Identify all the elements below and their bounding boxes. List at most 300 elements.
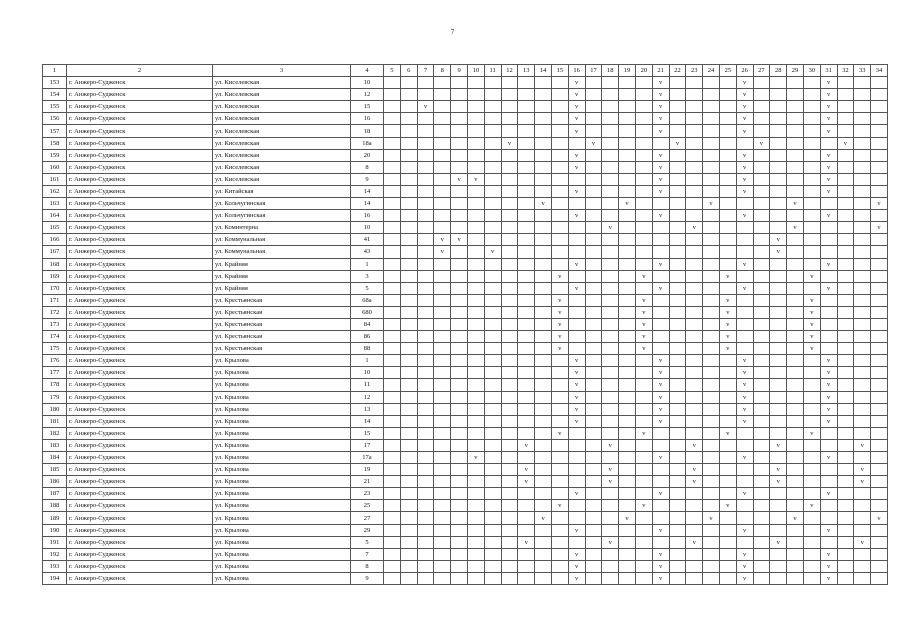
mark-cell [602, 161, 619, 173]
mark-cell [484, 548, 501, 560]
mark-cell [619, 258, 636, 270]
mark-cell [535, 343, 552, 355]
mark-cell [484, 185, 501, 197]
mark-cell [703, 488, 720, 500]
mark-cell [770, 306, 787, 318]
house-number-cell: 10 [351, 222, 384, 234]
house-number-cell: 12 [351, 89, 384, 101]
mark-cell [719, 101, 736, 113]
mark-cell [719, 161, 736, 173]
table-row [43, 524, 888, 536]
house-number-cell: 43 [351, 246, 384, 258]
mark-cell: v [736, 415, 753, 427]
table-row [43, 488, 888, 500]
mark-cell [484, 306, 501, 318]
mark-cell [787, 355, 804, 367]
mark-cell [719, 210, 736, 222]
mark-cell: v [652, 185, 669, 197]
mark-cell [635, 536, 652, 548]
table-row [43, 476, 888, 488]
mark-cell [417, 391, 434, 403]
mark-cell: v [820, 258, 837, 270]
mark-cell [669, 403, 686, 415]
mark-cell [669, 439, 686, 451]
house-number-cell: 1 [351, 355, 384, 367]
mark-cell [501, 222, 518, 234]
mark-cell [518, 512, 535, 524]
mark-cell [652, 476, 669, 488]
mark-cell [384, 488, 401, 500]
mark-cell [635, 210, 652, 222]
mark-cell [736, 500, 753, 512]
mark-cell: v [551, 306, 568, 318]
mark-cell [871, 282, 888, 294]
mark-cell [652, 439, 669, 451]
mark-cell [803, 101, 820, 113]
mark-cell [787, 185, 804, 197]
mark-cell: v [719, 318, 736, 330]
mark-cell [434, 367, 451, 379]
mark-cell [417, 270, 434, 282]
mark-cell: v [686, 476, 703, 488]
mark-cell [501, 234, 518, 246]
table-row [43, 355, 888, 367]
street-cell: ул. Крылова [213, 488, 351, 500]
mark-cell [803, 415, 820, 427]
mark-cell [518, 270, 535, 282]
mark-cell [535, 149, 552, 161]
mark-cell [837, 113, 854, 125]
mark-cell [669, 355, 686, 367]
mark-cell: v [719, 427, 736, 439]
mark-cell [803, 391, 820, 403]
table-row [43, 125, 888, 137]
mark-cell [451, 282, 468, 294]
mark-cell [551, 367, 568, 379]
mark-cell [635, 415, 652, 427]
mark-cell [686, 306, 703, 318]
mark-cell [619, 125, 636, 137]
mark-cell [434, 343, 451, 355]
mark-cell [501, 572, 518, 584]
mark-cell [619, 185, 636, 197]
mark-cell [551, 89, 568, 101]
mark-cell: v [635, 343, 652, 355]
mark-cell [803, 173, 820, 185]
mark-cell [501, 149, 518, 161]
mark-cell [400, 452, 417, 464]
mark-cell: v [602, 439, 619, 451]
mark-cell [484, 210, 501, 222]
row-number-cell: 190 [43, 524, 67, 536]
mark-cell [467, 439, 484, 451]
mark-cell: v [652, 560, 669, 572]
mark-cell: v [787, 512, 804, 524]
mark-cell [669, 185, 686, 197]
mark-cell [467, 137, 484, 149]
table-row [43, 415, 888, 427]
mark-cell [384, 113, 401, 125]
mark-cell [501, 185, 518, 197]
mark-cell [518, 101, 535, 113]
mark-cell [787, 318, 804, 330]
mark-cell [753, 500, 770, 512]
mark-cell [417, 161, 434, 173]
mark-cell: v [787, 198, 804, 210]
mark-cell [770, 512, 787, 524]
mark-cell [400, 306, 417, 318]
mark-cell [871, 294, 888, 306]
mark-cell [635, 367, 652, 379]
mark-cell [787, 125, 804, 137]
mark-cell [585, 113, 602, 125]
column-header: 15 [551, 65, 568, 77]
mark-cell [434, 161, 451, 173]
mark-cell: v [417, 101, 434, 113]
mark-cell [585, 149, 602, 161]
mark-cell [417, 246, 434, 258]
column-header: 5 [384, 65, 401, 77]
mark-cell [535, 548, 552, 560]
mark-cell [467, 270, 484, 282]
mark-cell: v [736, 173, 753, 185]
mark-cell [871, 343, 888, 355]
mark-cell [686, 198, 703, 210]
mark-cell [787, 343, 804, 355]
mark-cell [535, 89, 552, 101]
mark-cell: v [568, 210, 585, 222]
mark-cell [787, 452, 804, 464]
mark-cell [669, 282, 686, 294]
mark-cell [434, 125, 451, 137]
mark-cell: v [820, 355, 837, 367]
row-number-cell: 153 [43, 77, 67, 89]
mark-cell [602, 149, 619, 161]
mark-cell: v [719, 343, 736, 355]
mark-cell [719, 113, 736, 125]
mark-cell [619, 476, 636, 488]
mark-cell [384, 355, 401, 367]
mark-cell [467, 367, 484, 379]
mark-cell [703, 560, 720, 572]
mark-cell [803, 258, 820, 270]
row-number-cell: 193 [43, 560, 67, 572]
mark-cell [820, 536, 837, 548]
mark-cell [635, 476, 652, 488]
mark-cell [417, 403, 434, 415]
mark-cell [803, 476, 820, 488]
city-cell: г. Анжеро-Судженск [67, 149, 213, 161]
mark-cell [854, 452, 871, 464]
mark-cell [837, 379, 854, 391]
mark-cell [585, 161, 602, 173]
mark-cell [854, 512, 871, 524]
mark-cell [652, 464, 669, 476]
mark-cell [585, 331, 602, 343]
mark-cell [753, 331, 770, 343]
table-row [43, 331, 888, 343]
mark-cell [820, 500, 837, 512]
mark-cell [501, 125, 518, 137]
mark-cell [518, 210, 535, 222]
mark-cell [451, 512, 468, 524]
mark-cell [753, 198, 770, 210]
mark-cell: v [854, 439, 871, 451]
mark-cell [417, 294, 434, 306]
mark-cell [400, 476, 417, 488]
mark-cell [417, 89, 434, 101]
mark-cell [602, 379, 619, 391]
mark-cell [551, 439, 568, 451]
mark-cell [501, 294, 518, 306]
mark-cell [434, 270, 451, 282]
mark-cell [585, 294, 602, 306]
mark-cell [568, 476, 585, 488]
mark-cell [484, 234, 501, 246]
mark-cell [686, 185, 703, 197]
column-header: 21 [652, 65, 669, 77]
city-cell: г. Анжеро-Судженск [67, 270, 213, 282]
mark-cell [871, 331, 888, 343]
house-number-cell: 18 [351, 125, 384, 137]
mark-cell [820, 222, 837, 234]
mark-cell [871, 367, 888, 379]
mark-cell: v [635, 331, 652, 343]
mark-cell: v [820, 548, 837, 560]
mark-cell [585, 415, 602, 427]
mark-cell [501, 77, 518, 89]
mark-cell [417, 306, 434, 318]
mark-cell: v [568, 391, 585, 403]
mark-cell [568, 222, 585, 234]
mark-cell: v [652, 282, 669, 294]
house-number-cell: 10 [351, 367, 384, 379]
street-cell: ул. Крылова [213, 379, 351, 391]
mark-cell [803, 89, 820, 101]
mark-cell [568, 331, 585, 343]
mark-cell [803, 367, 820, 379]
mark-cell [417, 282, 434, 294]
mark-cell [501, 403, 518, 415]
mark-cell [434, 222, 451, 234]
mark-cell [619, 452, 636, 464]
mark-cell [384, 439, 401, 451]
mark-cell [803, 234, 820, 246]
mark-cell [635, 198, 652, 210]
mark-cell [585, 101, 602, 113]
mark-cell [736, 234, 753, 246]
mark-cell [669, 572, 686, 584]
mark-cell [467, 101, 484, 113]
mark-cell [535, 101, 552, 113]
street-cell: ул. Коминтерна [213, 222, 351, 234]
mark-cell [635, 101, 652, 113]
mark-cell [484, 258, 501, 270]
street-cell: ул. Киселевская [213, 113, 351, 125]
mark-cell [770, 367, 787, 379]
mark-cell [501, 306, 518, 318]
mark-cell [635, 379, 652, 391]
street-cell: ул. Крайняя [213, 258, 351, 270]
table-row [43, 403, 888, 415]
mark-cell [820, 512, 837, 524]
house-number-cell: 15 [351, 101, 384, 113]
mark-cell [451, 149, 468, 161]
row-number-cell: 171 [43, 294, 67, 306]
mark-cell [585, 173, 602, 185]
mark-cell [635, 89, 652, 101]
mark-cell [703, 572, 720, 584]
street-cell: ул. Крестьянская [213, 343, 351, 355]
mark-cell [501, 524, 518, 536]
mark-cell [400, 536, 417, 548]
mark-cell [686, 294, 703, 306]
mark-cell [417, 548, 434, 560]
mark-cell [787, 258, 804, 270]
house-number-cell: 18а [351, 137, 384, 149]
mark-cell [686, 343, 703, 355]
mark-cell [602, 367, 619, 379]
city-cell: г. Анжеро-Судженск [67, 294, 213, 306]
column-header: 17 [585, 65, 602, 77]
column-header: 4 [351, 65, 384, 77]
mark-cell [384, 318, 401, 330]
mark-cell [451, 524, 468, 536]
mark-cell [719, 452, 736, 464]
mark-cell [669, 488, 686, 500]
mark-cell [686, 500, 703, 512]
mark-cell: v [568, 524, 585, 536]
mark-cell [736, 270, 753, 282]
mark-cell [518, 391, 535, 403]
mark-cell [871, 258, 888, 270]
mark-cell [551, 355, 568, 367]
mark-cell: v [484, 246, 501, 258]
mark-cell [501, 452, 518, 464]
mark-cell [703, 234, 720, 246]
mark-cell [585, 403, 602, 415]
mark-cell [854, 125, 871, 137]
house-number-cell: 3 [351, 270, 384, 282]
mark-cell [501, 427, 518, 439]
mark-cell [619, 270, 636, 282]
street-cell: ул. Крылова [213, 500, 351, 512]
mark-cell: v [652, 572, 669, 584]
mark-cell [602, 210, 619, 222]
mark-cell [871, 355, 888, 367]
street-cell: ул. Киселевская [213, 89, 351, 101]
mark-cell [619, 355, 636, 367]
column-header: 16 [568, 65, 585, 77]
mark-cell [417, 452, 434, 464]
mark-cell [669, 512, 686, 524]
mark-cell [837, 343, 854, 355]
mark-cell [501, 161, 518, 173]
mark-cell [417, 524, 434, 536]
city-cell: г. Анжеро-Судженск [67, 77, 213, 89]
mark-cell [669, 149, 686, 161]
mark-cell [535, 379, 552, 391]
mark-cell [820, 270, 837, 282]
column-header: 9 [451, 65, 468, 77]
mark-cell [535, 222, 552, 234]
mark-cell [585, 198, 602, 210]
mark-cell [417, 439, 434, 451]
street-cell: ул. Крестьянская [213, 294, 351, 306]
mark-cell [451, 89, 468, 101]
mark-cell: v [568, 77, 585, 89]
mark-cell: v [736, 560, 753, 572]
mark-cell [417, 572, 434, 584]
mark-cell [787, 391, 804, 403]
mark-cell [451, 161, 468, 173]
mark-cell [619, 524, 636, 536]
mark-cell [467, 234, 484, 246]
mark-cell: v [568, 258, 585, 270]
mark-cell [602, 343, 619, 355]
mark-cell [820, 294, 837, 306]
mark-cell [635, 572, 652, 584]
mark-cell [719, 512, 736, 524]
mark-cell [652, 234, 669, 246]
mark-cell: v [820, 173, 837, 185]
column-header: 23 [686, 65, 703, 77]
mark-cell [703, 125, 720, 137]
mark-cell [518, 125, 535, 137]
mark-cell [417, 415, 434, 427]
mark-cell [686, 427, 703, 439]
mark-cell: v [652, 452, 669, 464]
mark-cell [535, 161, 552, 173]
mark-cell [703, 464, 720, 476]
table-row [43, 379, 888, 391]
mark-cell: v [619, 198, 636, 210]
city-cell: г. Анжеро-Судженск [67, 439, 213, 451]
mark-cell [467, 355, 484, 367]
mark-cell [585, 318, 602, 330]
mark-cell [753, 536, 770, 548]
row-number-cell: 165 [43, 222, 67, 234]
mark-cell [384, 476, 401, 488]
mark-cell [501, 246, 518, 258]
mark-cell [484, 500, 501, 512]
mark-cell [854, 270, 871, 282]
mark-cell [652, 270, 669, 282]
city-cell: г. Анжеро-Судженск [67, 125, 213, 137]
mark-cell [484, 415, 501, 427]
mark-cell [400, 234, 417, 246]
mark-cell [635, 137, 652, 149]
mark-cell [787, 113, 804, 125]
mark-cell [400, 403, 417, 415]
mark-cell [417, 137, 434, 149]
mark-cell [787, 173, 804, 185]
row-number-cell: 162 [43, 185, 67, 197]
mark-cell [770, 125, 787, 137]
mark-cell: v [568, 113, 585, 125]
row-number-cell: 185 [43, 464, 67, 476]
mark-cell [400, 173, 417, 185]
mark-cell [669, 270, 686, 282]
mark-cell [803, 439, 820, 451]
mark-cell [719, 476, 736, 488]
mark-cell [787, 379, 804, 391]
mark-cell [417, 149, 434, 161]
mark-cell: v [736, 89, 753, 101]
mark-cell [501, 476, 518, 488]
mark-cell [854, 343, 871, 355]
mark-cell [451, 452, 468, 464]
